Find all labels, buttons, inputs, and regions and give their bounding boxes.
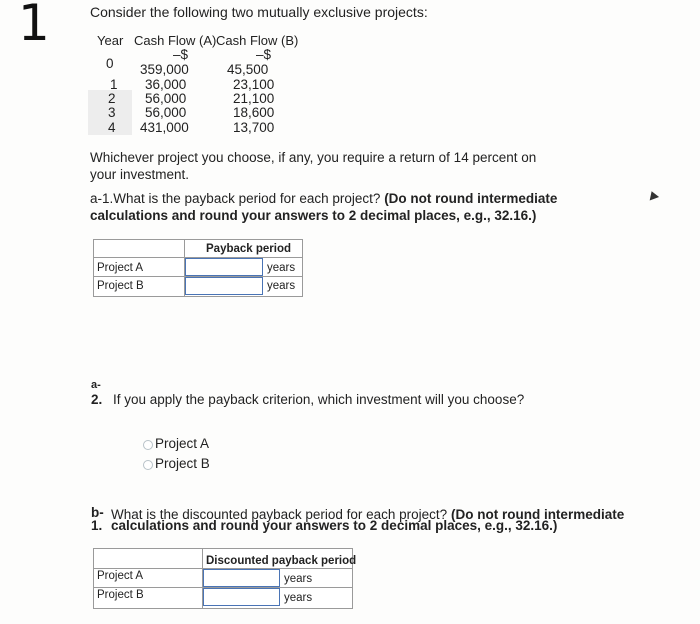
cf-a-3: 56,000: [145, 105, 187, 120]
payback-row-label-b: Project B: [97, 280, 144, 292]
b1-question-text: What is the discounted payback period for each project?: [111, 507, 448, 522]
cash-flow-b-header: Cash Flow (B): [216, 33, 299, 48]
discounted-b-unit: years: [284, 592, 313, 604]
year-4: 4: [108, 120, 116, 135]
discounted-row-label-a: Project A: [97, 570, 144, 582]
year-header: Year: [97, 33, 124, 48]
cf-a-4: 431,000: [140, 120, 189, 135]
a2-label-bottom: 2.: [91, 392, 103, 407]
question-number: 1: [18, 0, 50, 52]
year-1: 1: [110, 77, 118, 92]
year-2: 2: [108, 91, 116, 106]
a1-question-text: What is the payback period for each project?: [113, 191, 381, 206]
cf-b-4: 13,700: [233, 120, 275, 135]
discounted-b-input[interactable]: [203, 588, 280, 606]
year-3: 3: [108, 105, 116, 120]
radio-project-b[interactable]: [143, 460, 153, 470]
cf-b-1: 23,100: [233, 77, 275, 92]
cash-flow-a-header: Cash Flow (A): [134, 33, 217, 48]
payback-period-header: Payback period: [206, 243, 292, 255]
cf-a-0-sign: –$: [173, 47, 189, 62]
radio-label-project-b[interactable]: Project B: [155, 456, 210, 471]
year-0: 0: [106, 56, 114, 71]
discounted-a-input[interactable]: [203, 569, 280, 587]
payback-b-unit: years: [267, 280, 296, 292]
discounted-a-unit: years: [284, 573, 313, 585]
a1-label: a-1.: [90, 191, 114, 206]
payback-a-input[interactable]: [185, 258, 263, 276]
cf-a-2: 56,000: [145, 91, 187, 106]
mouse-cursor-icon: [647, 190, 659, 201]
radio-project-a[interactable]: [143, 440, 153, 450]
cf-b-2: 21,100: [233, 91, 275, 106]
intro-text: Consider the following two mutually exclusive projects:: [90, 4, 428, 20]
a2-question: If you apply the payback criterion, which investment will you choose?: [113, 392, 525, 407]
b1-label-bottom: 1.: [91, 518, 103, 533]
cf-a-0: 359,000: [140, 62, 189, 77]
a2-label-top: a-: [91, 379, 101, 391]
radio-label-project-a[interactable]: Project A: [155, 436, 210, 451]
payback-a-unit: years: [267, 262, 296, 274]
cf-a-1: 36,000: [145, 77, 187, 92]
b1-instruction-1: (Do not round intermediate: [450, 507, 625, 522]
discounted-payback-header: Discounted payback period: [206, 555, 357, 567]
a1-question: [90, 190, 590, 224]
payback-b-input[interactable]: [185, 277, 263, 295]
b1-instruction-2: calculations and round your answers to 2 decimal places, e.g., 32.16.): [111, 518, 558, 533]
cf-b-0: 45,500: [227, 62, 269, 77]
a1-instruction: (Do not round intermediate calculations and round your answers to 2 decimal places, e.g., 32.16.): [90, 191, 558, 223]
payback-row-label-a: Project A: [97, 262, 144, 274]
b1-label-top: b-: [91, 505, 104, 520]
discounted-row-label-b: Project B: [97, 589, 144, 601]
required-return-text: Whichever project you choose, if any, you require a return of 14 percent on your investment.: [90, 150, 537, 182]
cf-b-3: 18,600: [233, 105, 275, 120]
cf-b-0-sign: –$: [256, 47, 272, 62]
